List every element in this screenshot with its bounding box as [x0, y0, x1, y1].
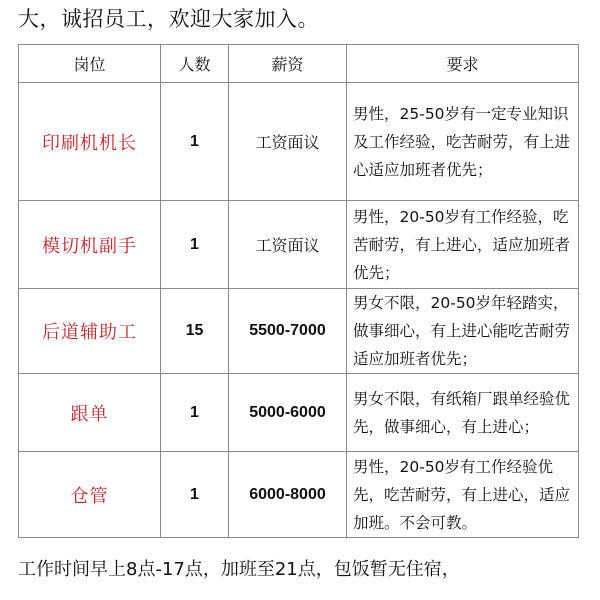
requirements-cell: 男性，20-50岁有工作经验，吃苦耐劳，有上进心，适应加班者优先； [347, 201, 579, 289]
work-hours-note: 工作时间早上8点-17点，加班至21点，包饭暂无住宿， [18, 559, 460, 580]
salary-cell: 5500-7000 [229, 289, 347, 374]
table-header-row [19, 45, 579, 83]
header-position: 岗位 [19, 45, 161, 83]
requirements-cell: 男女不限，有纸箱厂跟单经验优先，做事细心，有上进心； [347, 374, 579, 452]
position-cell: 后道辅助工 [19, 289, 161, 374]
table-row [19, 452, 579, 538]
position-cell: 印刷机机长 [19, 83, 161, 201]
count-cell: 1 [161, 374, 229, 452]
count-cell: 15 [161, 289, 229, 374]
count-cell: 1 [161, 201, 229, 289]
intro-text: 大，诚招员工，欢迎大家加入。 [18, 7, 319, 31]
header-requirements: 要求 [347, 45, 579, 83]
requirements-cell: 男女不限，20-50岁年轻踏实，做事细心，有上进心能吃苦耐劳适应加班者优先； [347, 289, 579, 374]
position-cell: 模切机副手 [19, 201, 161, 289]
salary-cell: 6000-8000 [229, 452, 347, 538]
job-table [18, 44, 579, 538]
requirements-cell: 男性，20-50岁有工作经验优先，吃苦耐劳，有上进心，适应加班。不会可教。 [347, 452, 579, 538]
header-count: 人数 [161, 45, 229, 83]
header-salary: 薪资 [229, 45, 347, 83]
table-row [19, 83, 579, 201]
position-cell: 仓管 [19, 452, 161, 538]
salary-cell: 工资面议 [229, 83, 347, 201]
table-row [19, 289, 579, 374]
count-cell: 1 [161, 452, 229, 538]
position-cell: 跟单 [19, 374, 161, 452]
table-row [19, 201, 579, 289]
requirements-cell: 男性，25-50岁有一定专业知识及工作经验，吃苦耐劳，有上进心适应加班者优先； [347, 83, 579, 201]
count-cell: 1 [161, 83, 229, 201]
table-row [19, 374, 579, 452]
salary-cell: 5000-6000 [229, 374, 347, 452]
salary-cell: 工资面议 [229, 201, 347, 289]
